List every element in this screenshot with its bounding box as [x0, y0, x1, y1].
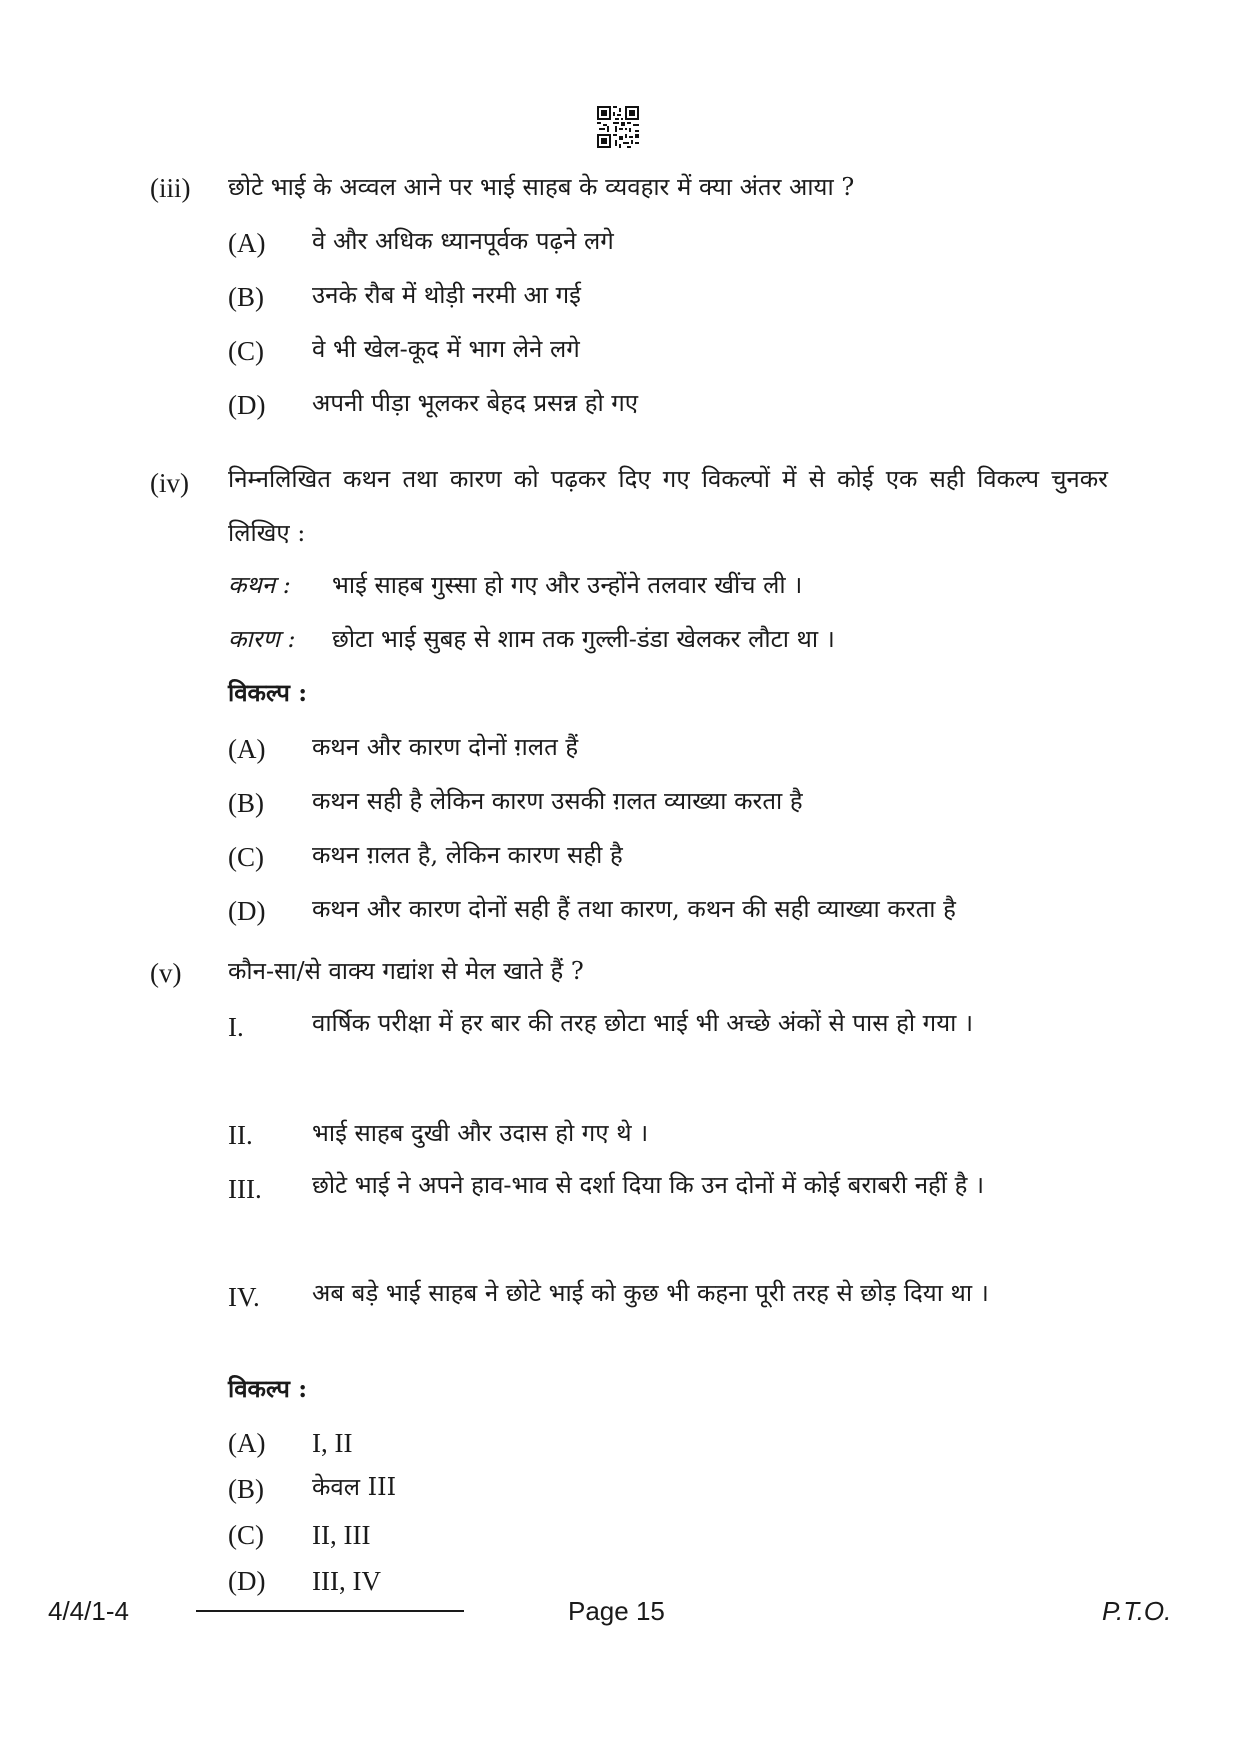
option-text: कथन और कारण दोनों सही हैं तथा कारण, कथन की सही व्याख्या करता है	[312, 895, 956, 923]
question-text: छोटे भाई के अव्वल आने पर भाई साहब के व्यवहार में क्या अंतर आया ?	[228, 173, 855, 201]
statement-label: IV.	[228, 1282, 260, 1312]
statement-text: अब बड़े भाई साहब ने छोटे भाई को कुछ भी कहना पूरी तरह से छोड़ दिया था ।	[312, 1279, 989, 1307]
option-text: अपनी पीड़ा भूलकर बेहद प्रसन्न हो गए	[312, 389, 639, 417]
option-text: केवल III	[312, 1473, 397, 1501]
option-label: (D)	[228, 896, 266, 926]
option-text: III, IV	[312, 1566, 381, 1596]
statement-text: भाई साहब दुखी और उदास हो गए थे ।	[312, 1119, 649, 1147]
option-label: (B)	[228, 1474, 264, 1504]
option-label: (B)	[228, 282, 264, 312]
paper-code: 4/4/1-4	[48, 1596, 129, 1626]
question-number: (v)	[150, 958, 182, 988]
option-text: कथन सही है लेकिन कारण उसकी ग़लत व्याख्या करता है	[312, 787, 803, 815]
option-text: वे भी खेल-कूद में भाग लेने लगे	[312, 335, 580, 363]
assertion-text: भाई साहब गुस्सा हो गए और उन्होंने तलवार खींच ली ।	[332, 571, 803, 599]
footer-divider	[196, 1610, 464, 1612]
option-text: II, III	[312, 1520, 371, 1550]
option-label: (C)	[228, 336, 264, 366]
options-heading: विकल्प :	[228, 1374, 308, 1403]
statement-label: I.	[228, 1012, 244, 1042]
question-number: (iii)	[150, 173, 191, 203]
question-text: कौन-सा/से वाक्य गद्यांश से मेल खाते हैं ?	[228, 957, 584, 985]
option-label: (A)	[228, 1428, 266, 1458]
option-label: (D)	[228, 1566, 266, 1596]
option-text: वे और अधिक ध्यानपूर्वक पढ़ने लगे	[312, 227, 614, 255]
qr-code-icon	[597, 106, 639, 148]
option-label: (C)	[228, 1520, 264, 1550]
option-label: (C)	[228, 842, 264, 872]
statement-text: वार्षिक परीक्षा में हर बार की तरह छोटा भाई भी अच्छे अंकों से पास हो गया ।	[312, 1009, 974, 1037]
statement-label: III.	[228, 1174, 262, 1204]
option-text: I, II	[312, 1428, 353, 1458]
option-label: (D)	[228, 390, 266, 420]
option-text: कथन और कारण दोनों ग़लत हैं	[312, 733, 579, 761]
option-text: कथन ग़लत है, लेकिन कारण सही है	[312, 841, 623, 869]
statement-label: II.	[228, 1120, 253, 1150]
pto-label: P.T.O.	[1102, 1596, 1172, 1626]
question-number: (iv)	[150, 468, 189, 498]
reason-text: छोटा भाई सुबह से शाम तक गुल्ली-डंडा खेलकर लौटा था ।	[332, 625, 835, 653]
option-label: (B)	[228, 788, 264, 818]
statement-text: छोटे भाई ने अपने हाव-भाव से दर्शा दिया कि उन दोनों में कोई बराबरी नहीं है ।	[312, 1171, 985, 1199]
option-text: उनके रौब में थोड़ी नरमी आ गई	[312, 281, 581, 309]
question-text: निम्नलिखित कथन तथा कारण को पढ़कर दिए गए विकल्पों में से कोई एक सही विकल्प चुनकर लिखिए :	[228, 465, 1108, 547]
reason-label: कारण :	[228, 625, 296, 653]
page-number: Page 15	[568, 1596, 665, 1626]
option-label: (A)	[228, 734, 266, 764]
options-heading: विकल्प :	[228, 678, 308, 707]
assertion-label: कथन :	[228, 571, 291, 599]
option-label: (A)	[228, 228, 266, 258]
